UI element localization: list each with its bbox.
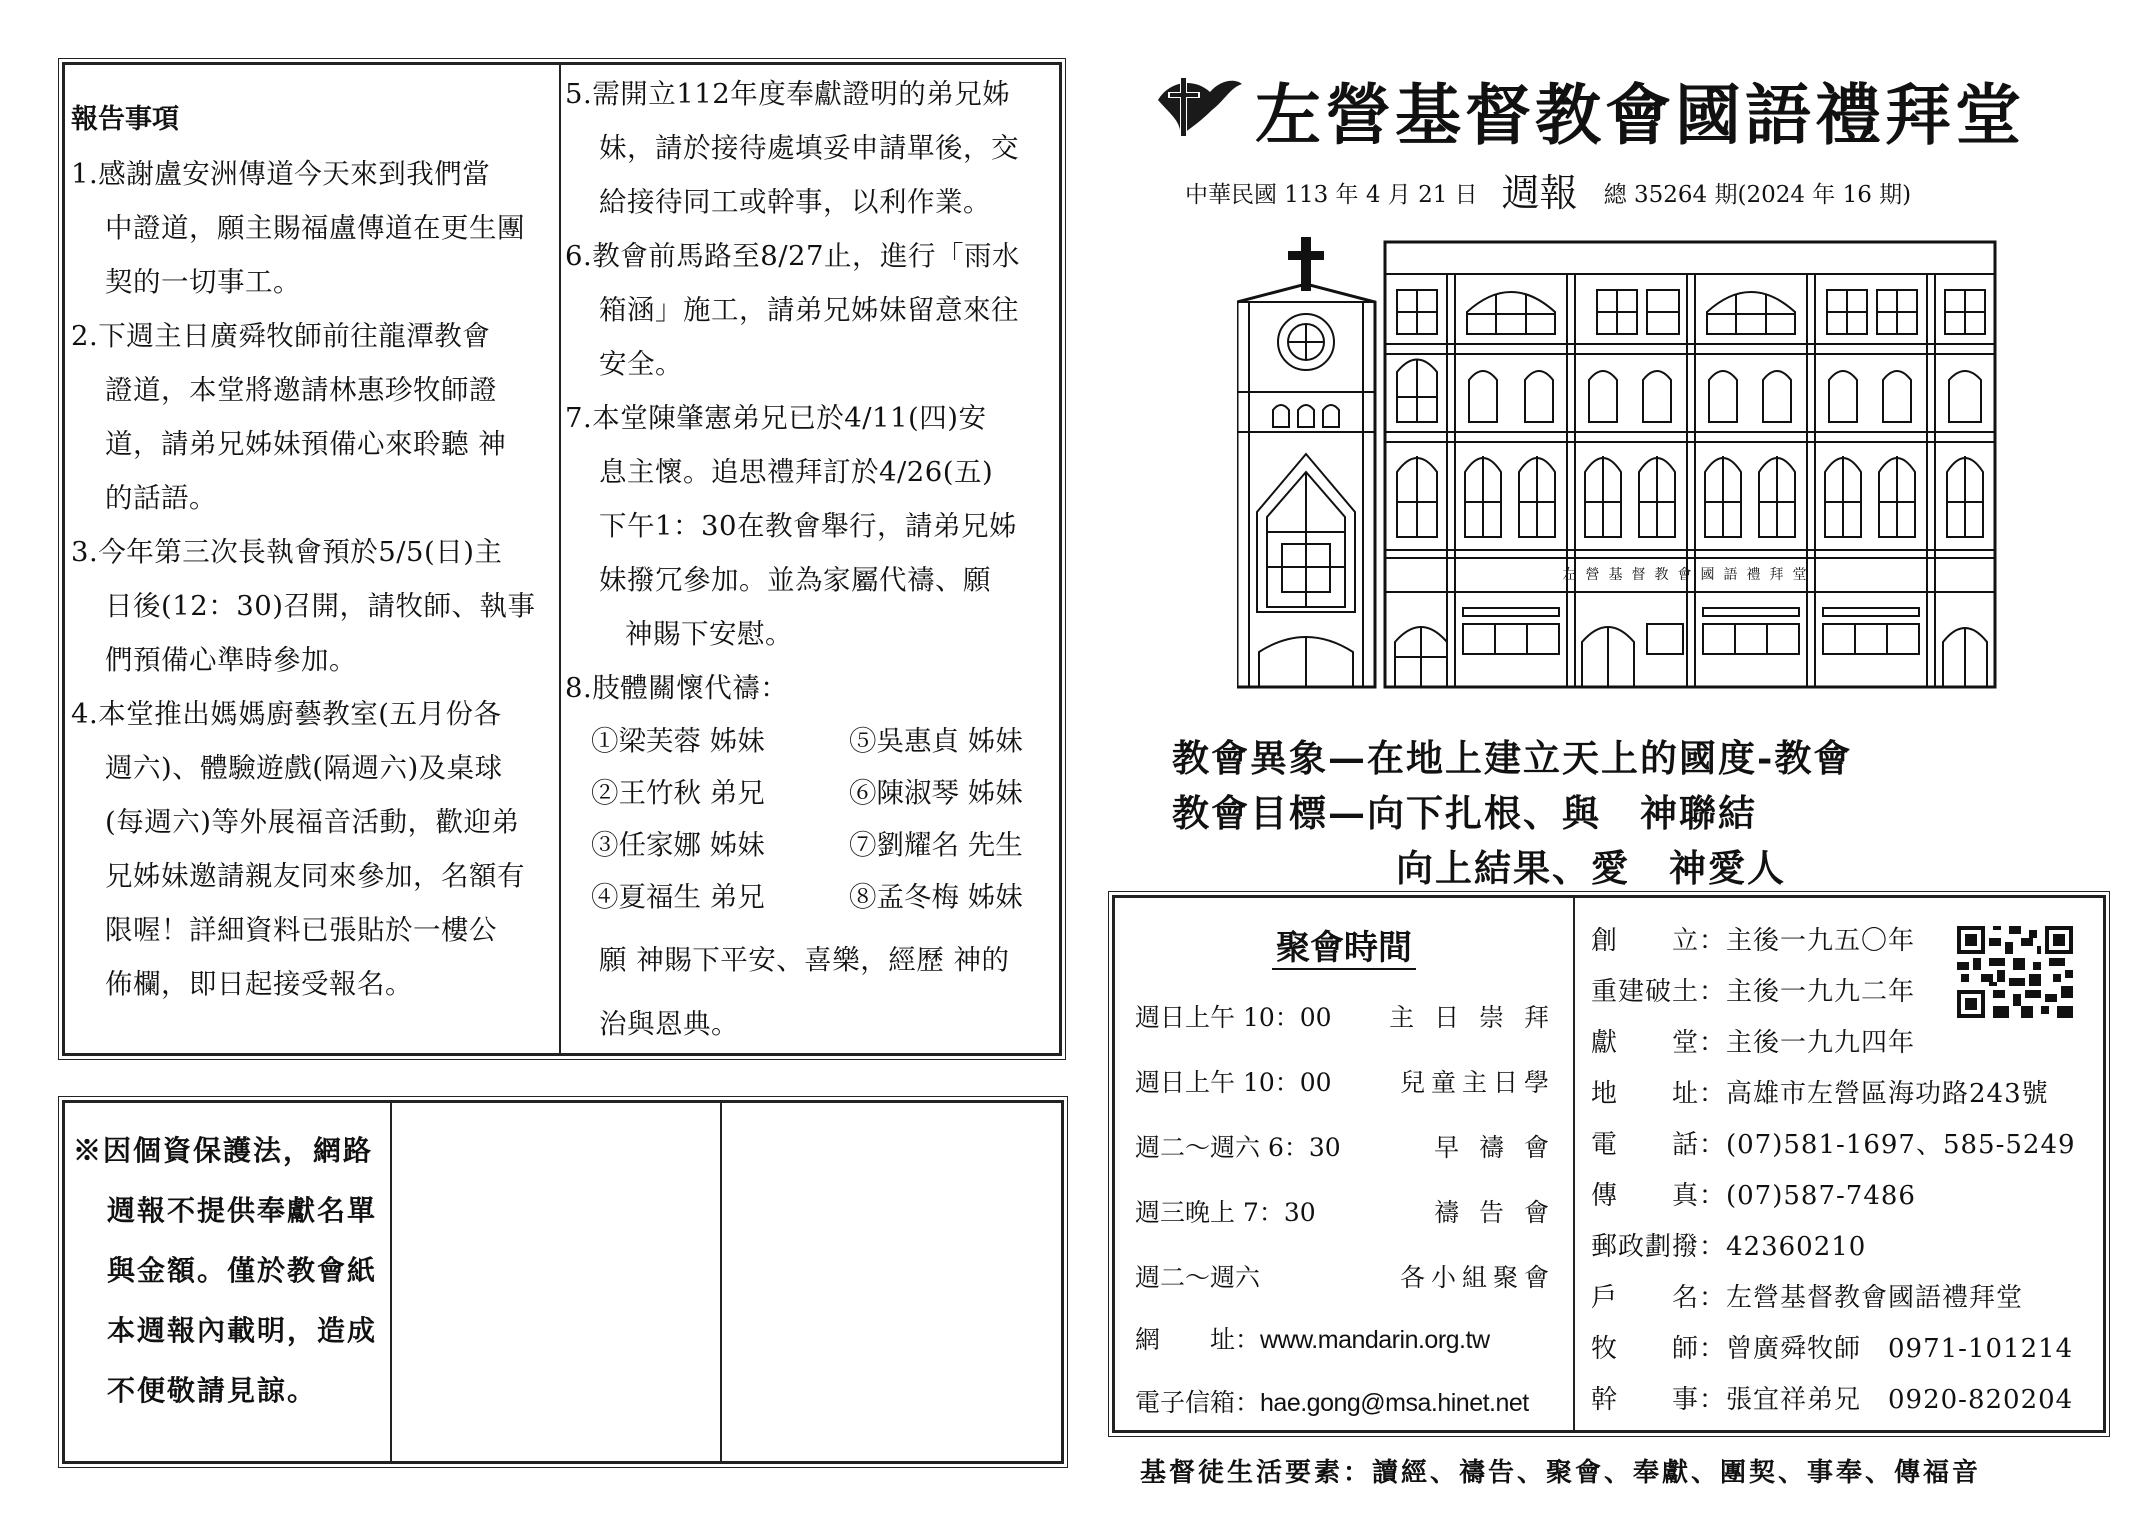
website-row [1135, 1320, 1555, 1356]
issue-number: 總 35264 期(2024 年 16 期) [1603, 182, 1912, 208]
info-dedication: 獻 堂：主後一九九四年 [1591, 1028, 1916, 1058]
prayer-item: ②王竹秋 弟兄 [591, 777, 765, 809]
notice-line: 不便敬請見諒。 [107, 1374, 318, 1407]
privacy-notice [65, 1103, 392, 1461]
info-phone: 電 話：(07)581-1697、585-5249 [1591, 1130, 2076, 1160]
website-link[interactable]: www.mandarin.org.tw [1260, 1326, 1490, 1354]
info-fax: 傳 真：(07)587-7486 [1591, 1181, 1916, 1211]
announcement-line: 下午1：30在教會舉行，請弟兄姊 [599, 510, 1017, 542]
prayer-item: ⑦劉耀名 先生 [849, 829, 1023, 861]
announcement-line: 6.教會前馬路至8/27止，進行「雨水 [565, 240, 1020, 272]
announcement-line: 願 神賜下平安、喜樂，經歷 神的 [599, 944, 1010, 976]
meeting-name: 各小組聚會 [1399, 1263, 1555, 1292]
footer-christian-life-essentials: 基督徒生活要素：讀經、禱告、聚會、奉獻、團契、事奉、傳福音 [1140, 1458, 1982, 1488]
meeting-row [1135, 1258, 1555, 1294]
info-box [1112, 895, 2106, 1433]
prayer-item: ⑧孟冬梅 姊妹 [849, 881, 1023, 913]
announcement-line: 限喔！詳細資料已張貼於一樓公 [105, 914, 497, 946]
announcements-left-column [65, 65, 561, 1053]
announcement-line: 8.肢體關懷代禱： [565, 672, 789, 704]
privacy-notice-box [62, 1100, 1064, 1464]
announcements-box [62, 62, 1062, 1056]
announcements-right-column [561, 65, 1059, 1053]
announcement-line: 5.需開立112年度奉獻證明的弟兄姊 [565, 78, 1011, 110]
announcement-line: 週六)、體驗遊戲(隔週六)及桌球 [105, 752, 503, 784]
info-founded: 創 立：主後一九五〇年 [1591, 926, 1916, 956]
meeting-name: 兒童主日學 [1399, 1068, 1555, 1097]
announcement-line: 給接待同工或幹事，以利作業。 [599, 186, 991, 218]
meeting-name: 主 日 崇 拜 [1389, 1003, 1555, 1032]
date-line: 中華民國 113 年 4 月 21 日 [1185, 182, 1478, 208]
building-sign: 左營基督教會國語禮拜堂 [1562, 567, 1816, 583]
announcement-line: 妹，請於接待處填妥申請單後，交 [599, 132, 1019, 164]
meeting-time: 週三晚上 7：30 [1135, 1198, 1316, 1227]
announcement-line: 佈欄，即日起接受報名。 [105, 968, 413, 1000]
announcement-line: 息主懷。追思禮拜訂於4/26(五) [599, 456, 994, 488]
info-address: 地 址：高雄市左營區海功路243號 [1591, 1079, 2049, 1109]
info-secretary: 幹 事：張宜祥弟兄 0920-820204 [1591, 1385, 2074, 1415]
notice-line: ※因個資保護法，網路 [73, 1134, 374, 1167]
info-postal-account: 郵政劃撥：42360210 [1591, 1232, 1867, 1262]
prayer-item: ⑥陳淑琴 姊妹 [849, 777, 1023, 809]
prayer-item: ③任家娜 姊妹 [591, 829, 765, 861]
announcements-title: 報告事項 [71, 104, 179, 135]
meeting-row [1135, 998, 1555, 1034]
blank-panel [392, 1103, 722, 1461]
prayer-item: ①梁芙蓉 姊妹 [591, 725, 765, 757]
meeting-row [1135, 1128, 1555, 1164]
announcement-line: 道，請弟兄姊妹預備心來聆聽 神 [105, 428, 507, 460]
announcement-line: 治與恩典。 [599, 1008, 739, 1040]
announcement-line: 契的一切事工。 [105, 266, 301, 298]
church-vision: 教會異象—在地上建立天上的國度-教會 [1172, 736, 1853, 780]
meeting-time: 週二～週六 6：30 [1135, 1133, 1341, 1162]
prayer-list [565, 715, 1053, 923]
church-logo-icon [1150, 70, 1245, 140]
email-link[interactable]: hae.gong@msa.hinet.net [1260, 1389, 1529, 1417]
announcement-line: 妹撥冗參加。並為家屬代禱、願 [599, 564, 991, 596]
email-row [1135, 1383, 1555, 1419]
announcement-line: 7.本堂陳肇憲弟兄已於4/11(四)安 [565, 402, 987, 434]
prayer-item: ④夏福生 弟兄 [591, 881, 765, 913]
church-building-illustration [1237, 232, 2007, 692]
meeting-times-panel [1115, 898, 1575, 1430]
announcement-line: 中證道，願主賜福盧傳道在更生團 [105, 212, 525, 244]
announcement-line: (每週六)等外展福音活動，歡迎弟 [105, 806, 520, 838]
announcement-line: 日後(12：30)召開，請牧師、執事 [105, 590, 536, 622]
announcement-line: 箱涵」施工，請弟兄姊妹留意來往 [599, 294, 1019, 326]
church-goal-continued: 向上結果、愛 神愛人 [1396, 846, 1786, 890]
meeting-time: 週日上午 10：00 [1135, 1068, 1332, 1097]
info-account-name: 戶 名：左營基督教會國語禮拜堂 [1591, 1283, 2024, 1313]
announcement-line: 證道，本堂將邀請林惠珍牧師證 [105, 374, 497, 406]
notice-line: 週報不提供奉獻名單 [107, 1194, 378, 1227]
meeting-row [1135, 1063, 1555, 1099]
bulletin-label: 週報 [1501, 171, 1578, 215]
announcement-line: 的話語。 [105, 482, 217, 514]
announcement-line: 兄姊妹邀請親友同來參加，名額有 [105, 860, 525, 892]
qr-code-icon[interactable] [1957, 926, 2073, 1018]
notice-line: 本週報內載明，造成 [107, 1314, 378, 1347]
announcement-line: 4.本堂推出媽媽廚藝教室(五月份各 [71, 698, 502, 730]
meeting-time: 週二～週六 [1135, 1263, 1261, 1292]
announcement-line: 2.下週主日廣舜牧師前往龍潭教會 [71, 320, 491, 352]
announcement-line: 神賜下安慰。 [625, 618, 793, 650]
announcement-line: 3.今年第三次長執會預於5/5(日)主 [71, 536, 503, 568]
email-label: 電子信箱： [1135, 1388, 1261, 1417]
announcement-line: 們預備心準時參加。 [105, 644, 357, 676]
info-pastor: 牧 師：曾廣舜牧師 0971-101214 [1591, 1334, 2074, 1364]
announcement-line: 安全。 [599, 348, 683, 380]
issue-info [1185, 162, 1911, 217]
meeting-times-title: 聚會時間 [1115, 920, 1573, 969]
announcement-line: 1.感謝盧安洲傳道今天來到我們當 [71, 158, 491, 190]
meeting-row [1135, 1193, 1555, 1229]
meeting-name: 禱 告 會 [1434, 1198, 1555, 1227]
prayer-item: ⑤吳惠貞 姊妹 [849, 725, 1023, 757]
meeting-name: 早 禱 會 [1434, 1133, 1555, 1162]
info-rebuild: 重建破土：主後一九九二年 [1591, 977, 1916, 1007]
church-name: 左營基督教會國語禮拜堂 [1255, 76, 2025, 154]
church-goal: 教會目標—向下扎根、與 神聯結 [1172, 791, 1757, 835]
website-label: 網 址： [1135, 1325, 1261, 1354]
meeting-time: 週日上午 10：00 [1135, 1003, 1332, 1032]
notice-line: 與金額。僅於教會紙 [107, 1254, 378, 1287]
